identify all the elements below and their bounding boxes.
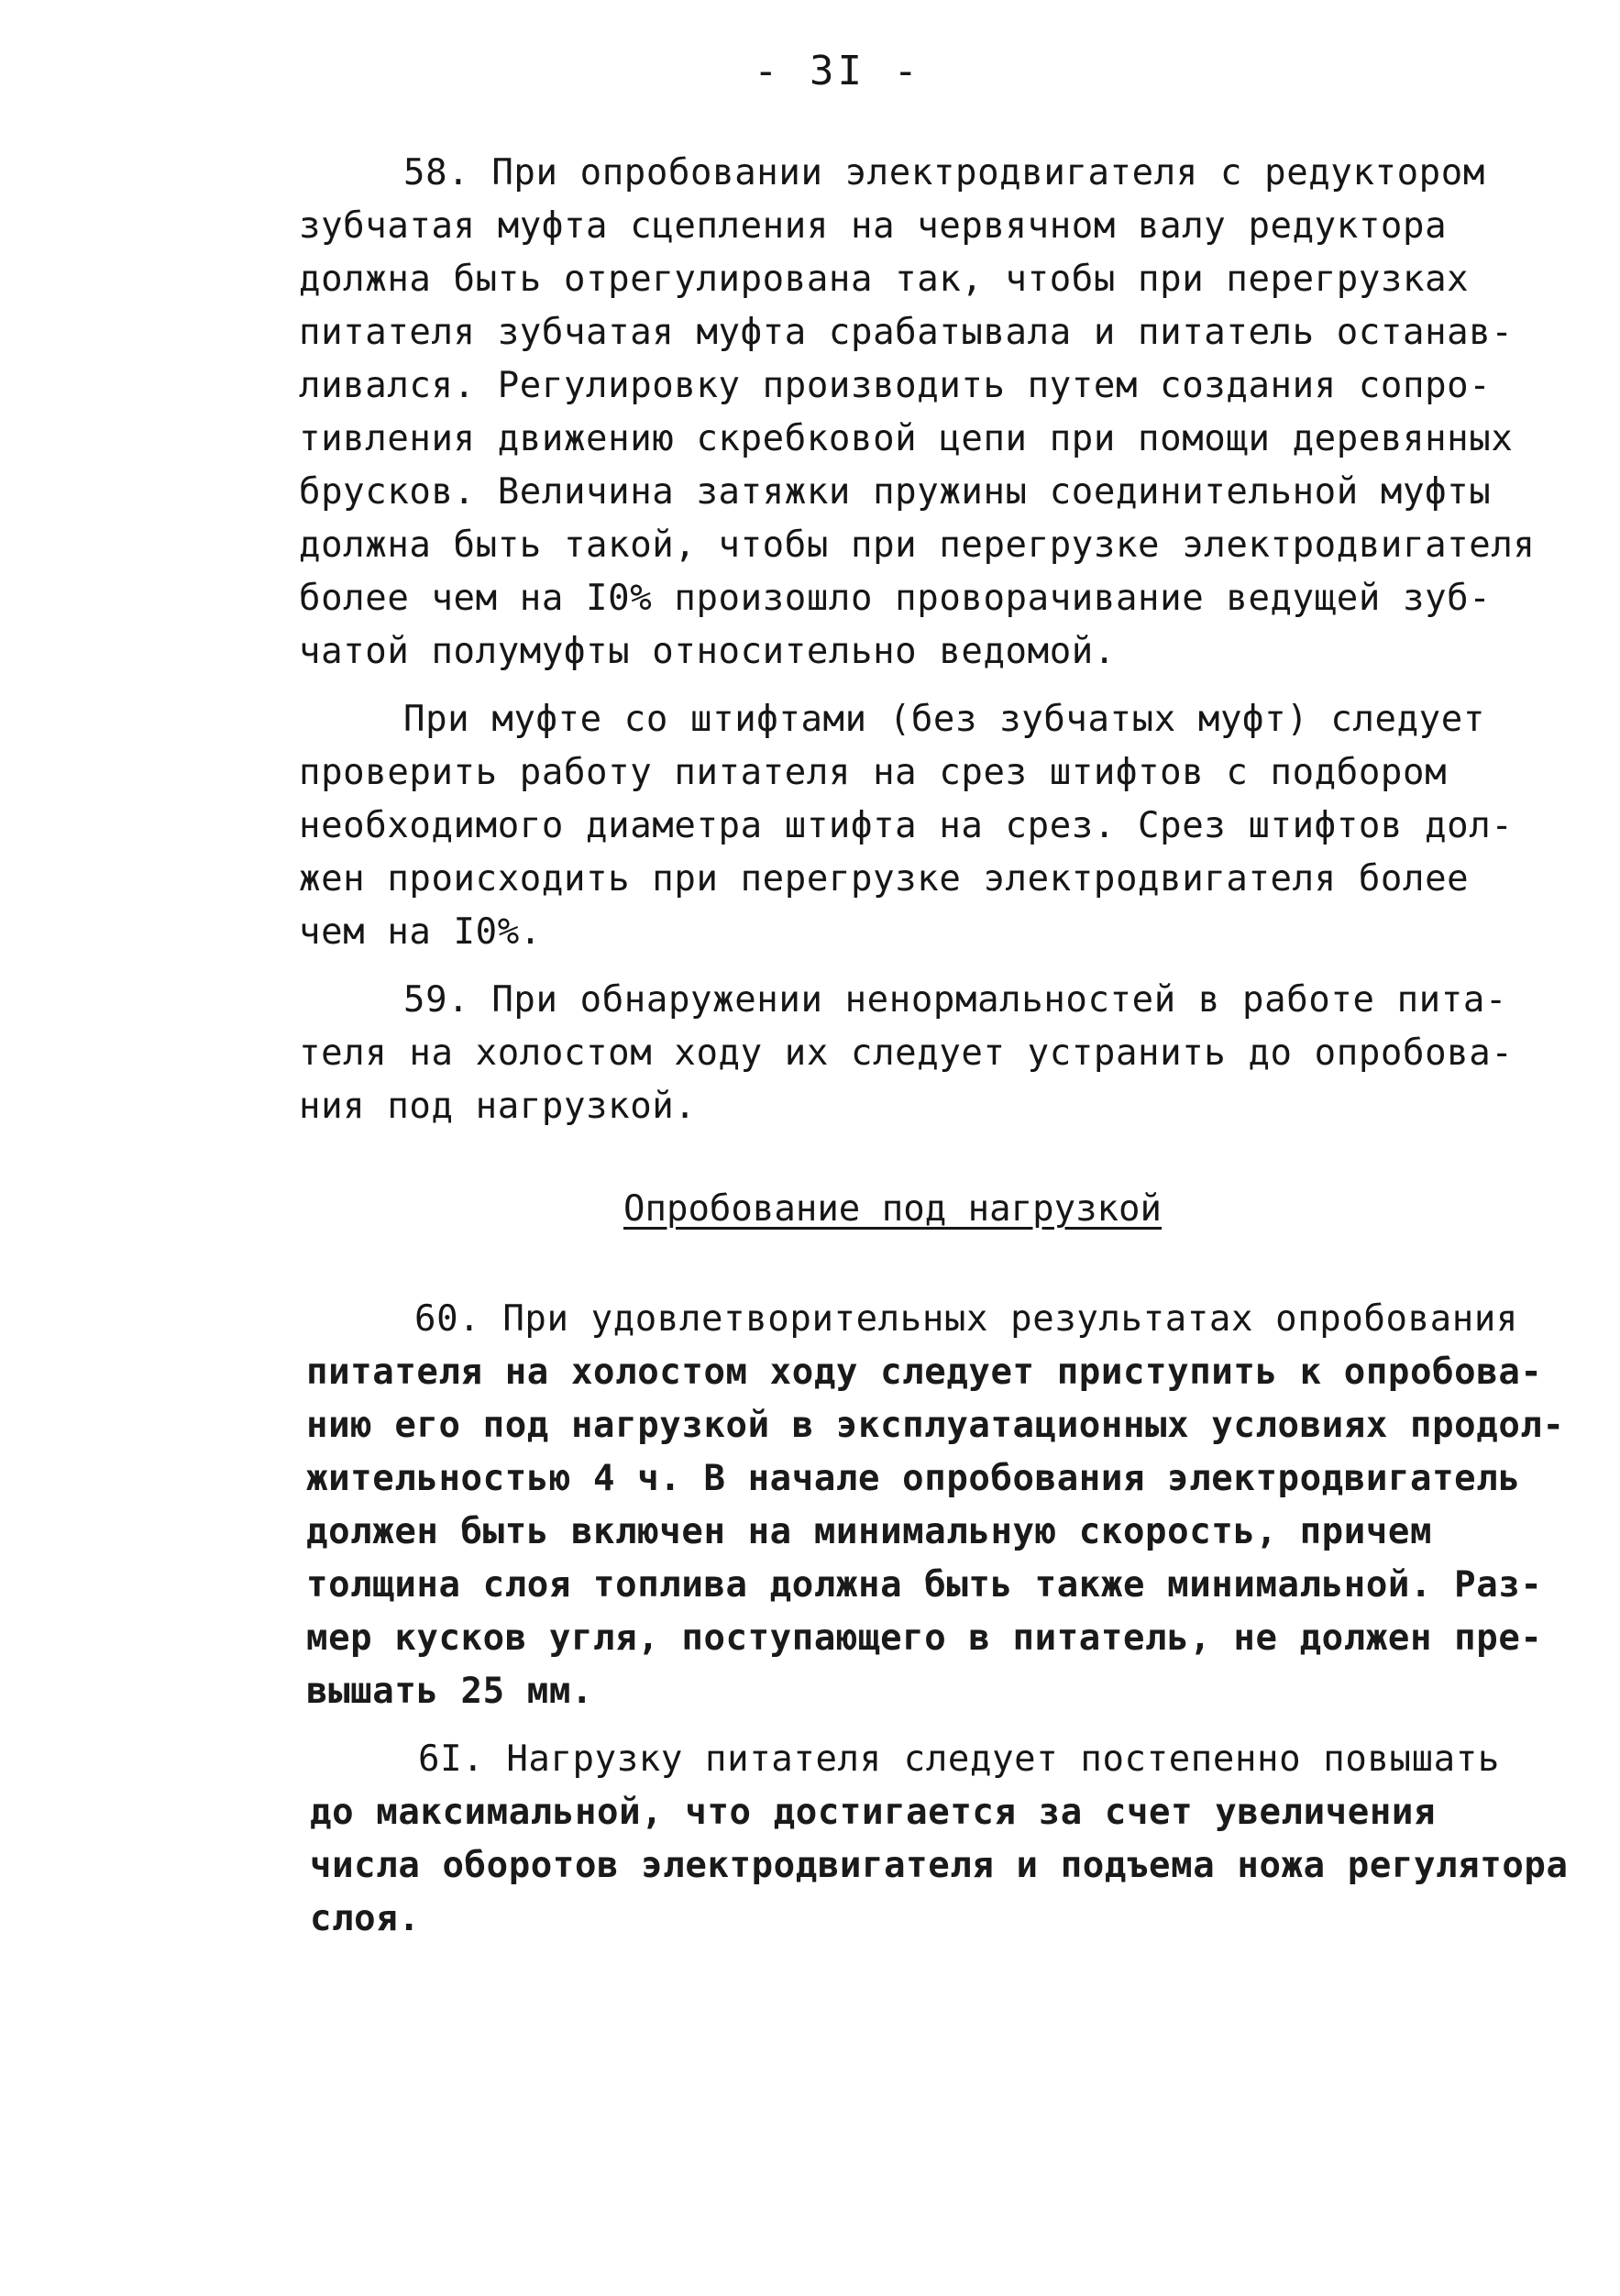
text-line: теля на холостом ходу их следует устранить до опробова- [299, 1032, 1514, 1074]
text-line: толщина слоя топлива должна быть также минимальной. Раз- [306, 1564, 1543, 1606]
text-line: необходимого диаметра штифта на срез. Срез штифтов дол- [299, 805, 1514, 846]
text-line: числа оборотов электродвигателя и подъема ножа регулятора [310, 1845, 1569, 1886]
text-line: брусков. Величина затяжки пружины соединительной муфты [299, 471, 1492, 513]
text-line: 59. При обнаружении ненормальностей в работе пита- [403, 979, 1507, 1021]
page-number: - 3I - [754, 48, 921, 94]
text-line: тивления движению скребковой цепи при помощи деревянных [299, 418, 1514, 459]
text-line: более чем на I0% произошло проворачивание ведущей зуб- [299, 578, 1492, 619]
text-line: чатой полумуфты относительно ведомой. [299, 631, 1116, 672]
text-line: нию его под нагрузкой в эксплуатационных условиях продол- [306, 1405, 1565, 1446]
text-line: 60. При удовлетворительных результатах опробования [414, 1298, 1518, 1340]
text-line: 58. При опробовании электродвигателя с редуктором [403, 152, 1485, 193]
text-line: должна быть отрегулирована так, чтобы при перегрузках [299, 259, 1470, 300]
text-line: слоя. [310, 1898, 421, 1939]
text-line: ливался. Регулировку производить путем создания сопро- [299, 365, 1492, 406]
text-line: зубчатая муфта сцепления на червячном валу редуктора [299, 205, 1448, 247]
text-line: питателя зубчатая муфта срабатывала и питатель останав- [299, 312, 1514, 353]
text-line: должен быть включен на минимальную скорость, причем [306, 1511, 1433, 1552]
text-line: жен происходить при перегрузке электродвигателя более [299, 858, 1470, 900]
text-line: При муфте со штифтами (без зубчатых муфт) следует [403, 699, 1485, 740]
text-line: должна быть такой, чтобы при перегрузке электродвигателя [299, 524, 1536, 566]
text-line: проверить работу питателя на срез штифтов с подбором [299, 752, 1448, 793]
text-line: ния под нагрузкой. [299, 1086, 697, 1127]
text-line: до максимальной, что достигается за счет увеличения [310, 1792, 1437, 1833]
text-line: чем на I0%. [299, 911, 542, 953]
text-line: 6I. Нагрузку питателя следует постепенно повышать [418, 1739, 1500, 1780]
text-line: мер кусков угля, поступающего в питатель, не должен пре- [306, 1617, 1543, 1659]
text-line: вышать 25 мм. [306, 1671, 594, 1712]
section-heading: Опробование под нагрузкой [623, 1188, 1162, 1230]
text-line: питателя на холостом ходу следует приступить к опробова- [306, 1352, 1543, 1393]
text-line: жительностью 4 ч. В начале опробования электродвигатель [306, 1458, 1521, 1499]
